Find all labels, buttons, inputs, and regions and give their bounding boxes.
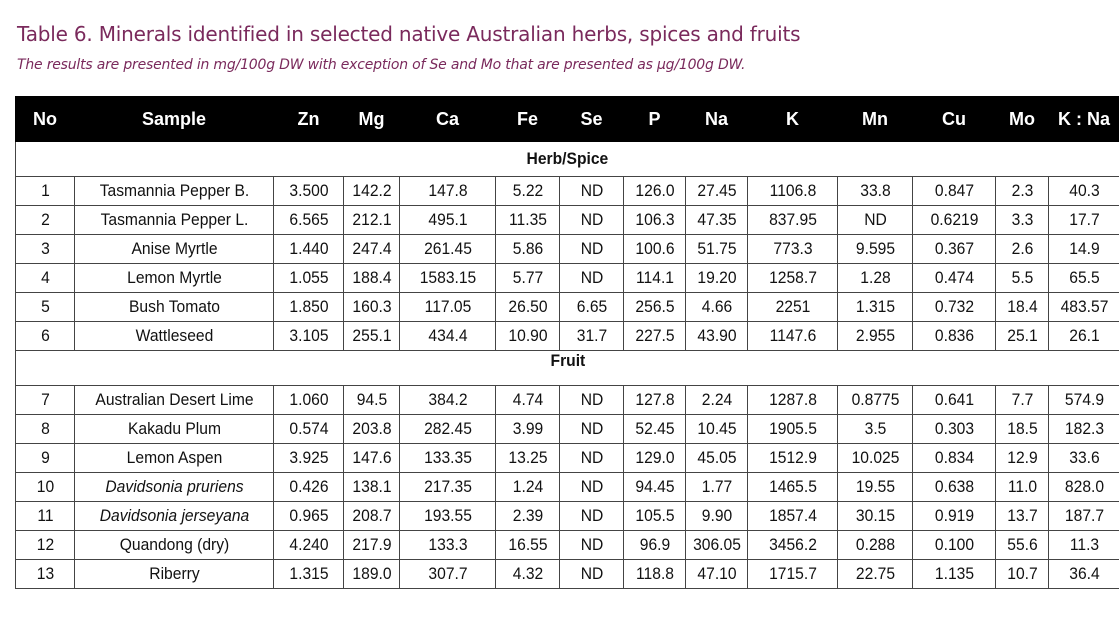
value-cell: 247.4 [346, 235, 398, 264]
section-label [16, 142, 1119, 177]
value-cell: 33.8 [841, 177, 910, 206]
value-cell: 11.0 [998, 473, 1047, 502]
value-cell: 384.2 [403, 386, 491, 415]
column-header: Mo [996, 97, 1049, 142]
value-cell: 255.1 [346, 322, 398, 351]
column-header: Zn [274, 97, 344, 142]
table-row [16, 264, 1119, 293]
value-cell: 1.77 [688, 473, 745, 502]
sample-cell: Davidsonia jerseyana [82, 502, 265, 531]
value-cell: 3.99 [498, 415, 557, 444]
sample-cell: Tasmannia Pepper B. [82, 177, 265, 206]
value-cell: 217.35 [403, 473, 491, 502]
value-cell: 495.1 [403, 206, 491, 235]
section-label-text: Herb/Spice [526, 149, 609, 168]
value-cell: 1905.5 [751, 415, 834, 444]
column-header: Ca [400, 97, 496, 142]
table-row [16, 473, 1119, 502]
value-cell: 18.5 [998, 415, 1047, 444]
value-cell: 2.3 [998, 177, 1047, 206]
value-cell: 27.45 [688, 177, 745, 206]
value-cell: 126.0 [626, 177, 683, 206]
column-header: Sample [75, 97, 274, 142]
value-cell: 22.75 [841, 560, 910, 589]
value-cell: 133.3 [403, 531, 491, 560]
value-cell: 16.55 [498, 531, 557, 560]
table-row [16, 206, 1119, 235]
value-cell: ND [562, 386, 621, 415]
row-number-cell: 11 [18, 502, 72, 531]
table-subtitle: The results are presented in mg/100g DW with exception of Se and Mo that are presented as μg/100g DW. [17, 57, 746, 73]
value-cell: 129.0 [626, 444, 683, 473]
value-cell: 1.315 [841, 293, 910, 322]
sample-cell: Davidsonia pruriens [82, 473, 265, 502]
value-cell: ND [841, 206, 910, 235]
value-cell: 10.45 [688, 415, 745, 444]
row-number-cell: 10 [18, 473, 72, 502]
table-row [16, 177, 1119, 206]
value-cell: 25.1 [998, 322, 1047, 351]
value-cell: 117.05 [403, 293, 491, 322]
value-cell: 0.6219 [916, 206, 992, 235]
value-cell: 142.2 [346, 177, 398, 206]
value-cell: 47.10 [688, 560, 745, 589]
value-cell: 133.35 [403, 444, 491, 473]
value-cell: 6.565 [276, 206, 340, 235]
row-number-cell: 6 [18, 322, 72, 351]
value-cell: 4.32 [498, 560, 557, 589]
value-cell: 14.9 [1051, 235, 1116, 264]
value-cell: 189.0 [346, 560, 398, 589]
value-cell: 3456.2 [751, 531, 834, 560]
value-cell: 227.5 [626, 322, 683, 351]
value-cell: 11.35 [498, 206, 557, 235]
value-cell: 114.1 [626, 264, 683, 293]
value-cell: 1258.7 [751, 264, 834, 293]
column-header: Cu [913, 97, 996, 142]
value-cell: 1512.9 [751, 444, 834, 473]
value-cell: 773.3 [751, 235, 834, 264]
value-cell: 2.955 [841, 322, 910, 351]
value-cell: 47.35 [688, 206, 745, 235]
sample-cell: Anise Myrtle [82, 235, 265, 264]
section-label-text: Fruit [550, 351, 585, 370]
value-cell: 13.25 [498, 444, 557, 473]
value-cell: 282.45 [403, 415, 491, 444]
table-row [16, 531, 1119, 560]
value-cell: 0.965 [276, 502, 340, 531]
value-cell: 147.6 [346, 444, 398, 473]
row-number-cell: 12 [18, 531, 72, 560]
value-cell: 5.86 [498, 235, 557, 264]
value-cell: 160.3 [346, 293, 398, 322]
table-row [16, 386, 1119, 415]
value-cell: 3.5 [841, 415, 910, 444]
value-cell: ND [562, 206, 621, 235]
value-cell: 6.65 [562, 293, 621, 322]
value-cell: 30.15 [841, 502, 910, 531]
value-cell: 1106.8 [751, 177, 834, 206]
value-cell: 0.919 [916, 502, 992, 531]
value-cell: 94.5 [346, 386, 398, 415]
value-cell: 17.7 [1051, 206, 1116, 235]
value-cell: 2251 [751, 293, 834, 322]
sample-cell: Tasmannia Pepper L. [82, 206, 265, 235]
value-cell: ND [562, 473, 621, 502]
value-cell: 5.22 [498, 177, 557, 206]
value-cell: 18.4 [998, 293, 1047, 322]
value-cell: 0.834 [916, 444, 992, 473]
column-header: K [748, 97, 838, 142]
value-cell: 2.39 [498, 502, 557, 531]
value-cell: 828.0 [1051, 473, 1116, 502]
table-row [16, 560, 1119, 589]
table-title: Table 6. Minerals identified in selected native Australian herbs, spices and fruits [17, 22, 801, 46]
value-cell: 0.474 [916, 264, 992, 293]
value-cell: 105.5 [626, 502, 683, 531]
sample-cell: Riberry [82, 560, 265, 589]
value-cell: 0.288 [841, 531, 910, 560]
value-cell: ND [562, 264, 621, 293]
value-cell: 10.025 [841, 444, 910, 473]
table-body [16, 142, 1119, 589]
value-cell: 7.7 [998, 386, 1047, 415]
column-header: Na [686, 97, 748, 142]
value-cell: 26.1 [1051, 322, 1116, 351]
value-cell: ND [562, 177, 621, 206]
value-cell: 1.24 [498, 473, 557, 502]
value-cell: 1.315 [276, 560, 340, 589]
value-cell: 1.055 [276, 264, 340, 293]
sample-cell: Kakadu Plum [82, 415, 265, 444]
value-cell: 1.850 [276, 293, 340, 322]
value-cell: 307.7 [403, 560, 491, 589]
value-cell: 1287.8 [751, 386, 834, 415]
value-cell: 31.7 [562, 322, 621, 351]
value-cell: 40.3 [1051, 177, 1116, 206]
value-cell: 11.3 [1051, 531, 1116, 560]
value-cell: ND [562, 531, 621, 560]
value-cell: 212.1 [346, 206, 398, 235]
row-number-cell: 7 [18, 386, 72, 415]
value-cell: 1465.5 [751, 473, 834, 502]
value-cell: 1147.6 [751, 322, 834, 351]
value-cell: 96.9 [626, 531, 683, 560]
value-cell: 43.90 [688, 322, 745, 351]
value-cell: 203.8 [346, 415, 398, 444]
value-cell: ND [562, 235, 621, 264]
value-cell: 12.9 [998, 444, 1047, 473]
value-cell: 0.641 [916, 386, 992, 415]
value-cell: 51.75 [688, 235, 745, 264]
value-cell: 0.847 [916, 177, 992, 206]
column-header: K : Na [1049, 97, 1119, 142]
value-cell: 45.05 [688, 444, 745, 473]
value-cell: 4.240 [276, 531, 340, 560]
table-row [16, 322, 1119, 351]
value-cell: ND [562, 444, 621, 473]
row-number-cell: 13 [18, 560, 72, 589]
value-cell: 3.925 [276, 444, 340, 473]
value-cell: 483.57 [1051, 293, 1116, 322]
column-header: Se [560, 97, 624, 142]
value-cell: 55.6 [998, 531, 1047, 560]
value-cell: 2.24 [688, 386, 745, 415]
table-row [16, 293, 1119, 322]
row-number-cell: 5 [18, 293, 72, 322]
value-cell: 0.426 [276, 473, 340, 502]
value-cell: ND [562, 560, 621, 589]
row-number-cell: 2 [18, 206, 72, 235]
column-header: Fe [496, 97, 560, 142]
value-cell: 306.05 [688, 531, 745, 560]
value-cell: 261.45 [403, 235, 491, 264]
column-header: No [16, 97, 75, 142]
value-cell: ND [562, 415, 621, 444]
row-number-cell: 3 [18, 235, 72, 264]
value-cell: 193.55 [403, 502, 491, 531]
value-cell: 138.1 [346, 473, 398, 502]
value-cell: 1.28 [841, 264, 910, 293]
row-number-cell: 1 [18, 177, 72, 206]
value-cell: 19.20 [688, 264, 745, 293]
value-cell: 1.440 [276, 235, 340, 264]
value-cell: 13.7 [998, 502, 1047, 531]
value-cell: 65.5 [1051, 264, 1116, 293]
value-cell: 217.9 [346, 531, 398, 560]
table-row [16, 235, 1119, 264]
column-header: Mn [838, 97, 913, 142]
value-cell: 100.6 [626, 235, 683, 264]
value-cell: 1.060 [276, 386, 340, 415]
value-cell: 0.303 [916, 415, 992, 444]
column-header: Mg [344, 97, 400, 142]
section-label [16, 351, 1119, 386]
table-row [16, 415, 1119, 444]
value-cell: 127.8 [626, 386, 683, 415]
value-cell: 36.4 [1051, 560, 1116, 589]
sample-cell: Quandong (dry) [82, 531, 265, 560]
header-row [16, 97, 1119, 142]
value-cell: 0.8775 [841, 386, 910, 415]
value-cell: 106.3 [626, 206, 683, 235]
value-cell: 0.836 [916, 322, 992, 351]
value-cell: 0.367 [916, 235, 992, 264]
value-cell: ND [562, 502, 621, 531]
value-cell: 1.135 [916, 560, 992, 589]
value-cell: 26.50 [498, 293, 557, 322]
value-cell: 187.7 [1051, 502, 1116, 531]
value-cell: 10.7 [998, 560, 1047, 589]
value-cell: 147.8 [403, 177, 491, 206]
minerals-table [15, 96, 1119, 589]
sample-cell: Bush Tomato [82, 293, 265, 322]
value-cell: 9.595 [841, 235, 910, 264]
value-cell: 188.4 [346, 264, 398, 293]
value-cell: 3.500 [276, 177, 340, 206]
value-cell: 94.45 [626, 473, 683, 502]
value-cell: 19.55 [841, 473, 910, 502]
table-row [16, 444, 1119, 473]
row-number-cell: 4 [18, 264, 72, 293]
value-cell: 5.77 [498, 264, 557, 293]
row-number-cell: 8 [18, 415, 72, 444]
sample-cell: Australian Desert Lime [82, 386, 265, 415]
value-cell: 208.7 [346, 502, 398, 531]
value-cell: 4.66 [688, 293, 745, 322]
value-cell: 3.105 [276, 322, 340, 351]
value-cell: 837.95 [751, 206, 834, 235]
value-cell: 0.638 [916, 473, 992, 502]
row-number-cell: 9 [18, 444, 72, 473]
sample-cell: Lemon Myrtle [82, 264, 265, 293]
value-cell: 1583.15 [403, 264, 491, 293]
value-cell: 574.9 [1051, 386, 1116, 415]
column-header: P [624, 97, 686, 142]
value-cell: 3.3 [998, 206, 1047, 235]
section-row [16, 351, 1119, 386]
value-cell: 182.3 [1051, 415, 1116, 444]
value-cell: 1857.4 [751, 502, 834, 531]
table-row [16, 502, 1119, 531]
value-cell: 256.5 [626, 293, 683, 322]
value-cell: 10.90 [498, 322, 557, 351]
value-cell: 33.6 [1051, 444, 1116, 473]
value-cell: 1715.7 [751, 560, 834, 589]
value-cell: 118.8 [626, 560, 683, 589]
sample-cell: Lemon Aspen [82, 444, 265, 473]
sample-cell: Wattleseed [82, 322, 265, 351]
section-row [16, 142, 1119, 177]
value-cell: 0.100 [916, 531, 992, 560]
value-cell: 4.74 [498, 386, 557, 415]
value-cell: 52.45 [626, 415, 683, 444]
value-cell: 9.90 [688, 502, 745, 531]
value-cell: 0.732 [916, 293, 992, 322]
value-cell: 5.5 [998, 264, 1047, 293]
value-cell: 434.4 [403, 322, 491, 351]
value-cell: 2.6 [998, 235, 1047, 264]
value-cell: 0.574 [276, 415, 340, 444]
